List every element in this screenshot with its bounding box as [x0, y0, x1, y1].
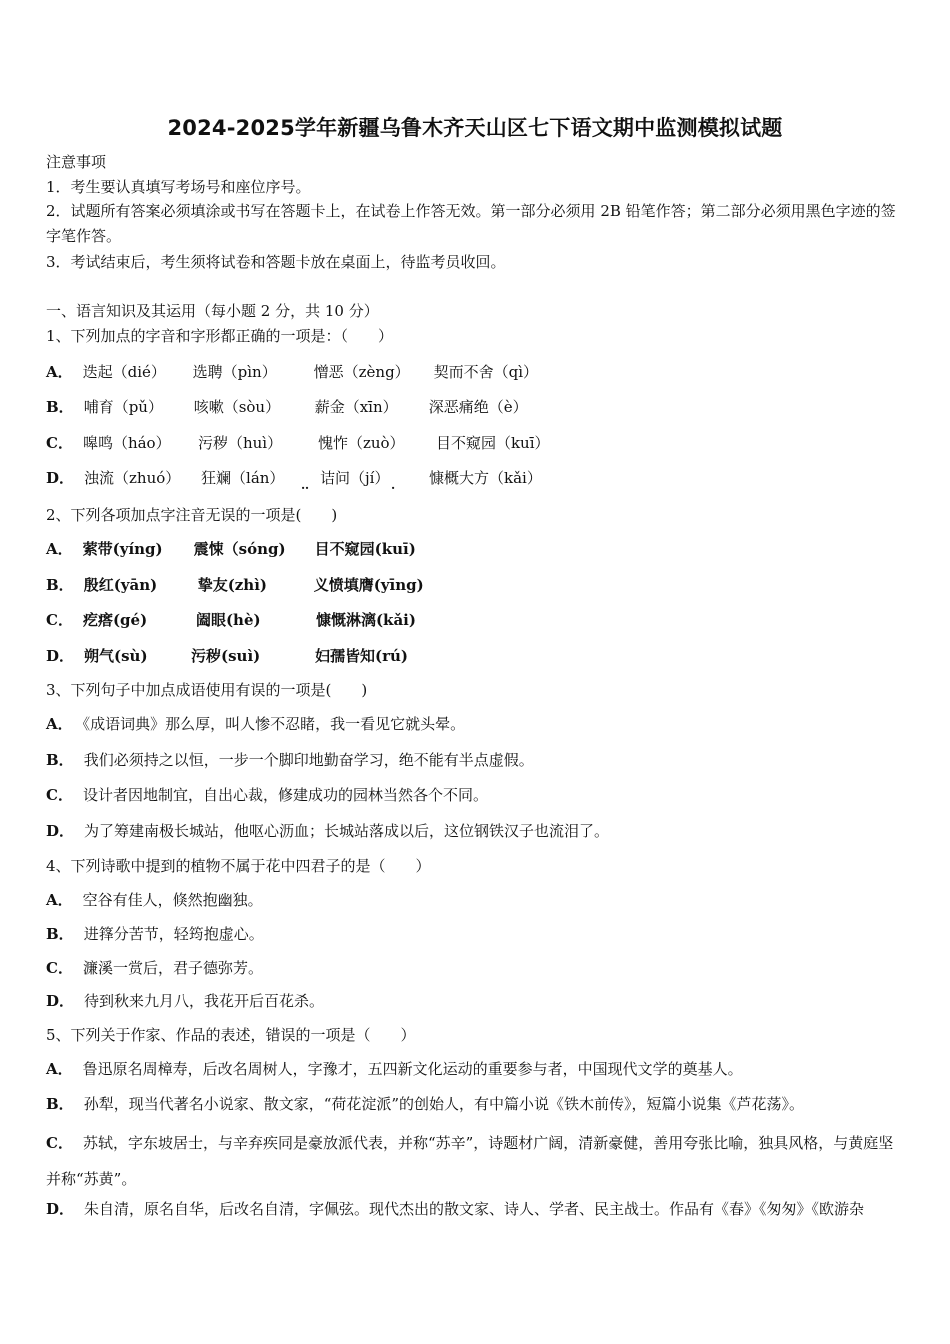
option-text: 鲁迅原名周樟寿，后改名周树人，字豫才，五四新文化运动的重要参与者，中国现代文学的奠基人。 — [82, 1060, 743, 1078]
option-item: 嗥鸣（háo） — [82, 434, 171, 452]
option-item: 选聘（pìn） — [192, 363, 277, 381]
option-item: 诘问（jí） — [320, 469, 390, 487]
option-b — [46, 575, 424, 595]
option-item: 朔气(sù) — [84, 647, 148, 665]
option-item: 愧怍（zuò） — [317, 434, 405, 452]
option-item: 义愤填膺(yīng) — [313, 576, 424, 594]
option-a — [46, 714, 465, 734]
option-c — [46, 1125, 906, 1197]
option-key: B． — [46, 751, 74, 769]
option-key: B． — [46, 398, 74, 416]
option-item: 殷红(yān) — [83, 576, 158, 594]
option-key: C． — [46, 786, 73, 804]
option-a — [46, 362, 538, 382]
option-item: 污秽(suì) — [191, 647, 261, 665]
question-stem: 5、下列关于作家、作品的表述，错误的一项是（ ） — [46, 1026, 416, 1044]
option-item: 目不窥园（kuī） — [435, 434, 550, 452]
option-item: 浊流（zhuó） — [84, 469, 181, 487]
option-text: 朱自清，原名自华，后改名自清，字佩弦。现代杰出的散文家、诗人、学者、民主战士。作品有《春》《匆匆》《欧游杂 — [84, 1200, 865, 1218]
option-item: 疙瘩(gé) — [82, 611, 148, 629]
notice-item: 2．试题所有答案必须填涂或书写在答题卡上，在试卷上作答无效。第一部分必须用 2B 铅笔作答；第二部分必须用黑色字迹的签字笔作答。 — [46, 202, 896, 245]
option-key: D． — [46, 1200, 75, 1218]
option-key: A． — [46, 891, 73, 909]
option-d — [46, 821, 609, 841]
question-stem: 4、下列诗歌中提到的植物不属于花中四君子的是（ ） — [46, 857, 431, 875]
question-stem: 3、下列句子中加点成语使用有误的一项是( ) — [46, 681, 368, 699]
option-b — [46, 750, 534, 770]
option-text: 孙犁，现当代著名小说家、散文家，“荷花淀派”的创始人，有中篇小说《铁木前传》，短篇小说集《芦花荡》。 — [83, 1095, 805, 1113]
option-item: 哺育（pǔ） — [83, 398, 163, 416]
option-item: 挚友(zhì) — [197, 576, 268, 594]
question-stem: 1、下列加点的字音和字形都正确的一项是：（ ） — [46, 327, 394, 345]
option-key: D． — [46, 647, 75, 665]
option-text: 苏轼，字东坡居士，与辛弃疾同是豪放派代表，并称“苏辛”，诗题材广阔，清新豪健，善用夸张比喻，独具风格，与黄庭坚并称“苏黄”。 — [46, 1134, 894, 1188]
option-b — [46, 924, 264, 944]
option-item: 阖眼(hè) — [195, 611, 261, 629]
option-item: 咳嗽（sòu） — [193, 398, 281, 416]
option-item: 深恶痛绝（è） — [428, 398, 528, 416]
emphasis-dot: . — [391, 478, 396, 492]
option-key: C． — [46, 611, 73, 629]
option-a — [46, 890, 263, 910]
emphasis-dot: ‥ — [301, 478, 310, 492]
option-key: B． — [46, 1095, 74, 1113]
option-d — [46, 991, 324, 1011]
option-text: 空谷有佳人，倏然抱幽独。 — [82, 891, 263, 909]
option-text: 为了筹建南极长城站，他呕心沥血；长城站落成以后，这位钢铁汉子也流泪了。 — [84, 822, 610, 840]
option-key: B． — [46, 576, 74, 594]
option-item: 契而不舍（qì） — [433, 363, 539, 381]
option-key: A． — [46, 540, 73, 558]
option-text: 待到秋来九月八，我花开后百花杀。 — [84, 992, 325, 1010]
option-c — [46, 785, 488, 805]
option-key: C． — [46, 1134, 73, 1152]
option-item: 慷慨淋漓(kǎi) — [315, 611, 416, 629]
page-title: 2024-2025学年新疆乌鲁木齐天山区七下语文期中监测模拟试题 — [167, 116, 783, 140]
option-key: A． — [46, 715, 73, 733]
option-d — [46, 646, 408, 666]
option-text: 设计者因地制宜，自出心裁，修建成功的园林当然各个不同。 — [82, 786, 488, 804]
option-b — [46, 397, 528, 417]
option-key: C． — [46, 434, 73, 452]
option-key: A． — [46, 1060, 73, 1078]
notice-item: 3．考试结束后，考生须将试卷和答题卡放在桌面上，待监考员收回。 — [46, 253, 506, 271]
option-c — [46, 433, 550, 453]
option-key: D． — [46, 992, 75, 1010]
option-item: 迭起（dié） — [82, 363, 166, 381]
option-item: 妇孺皆知(rú) — [315, 647, 409, 665]
option-item: 震悚（sóng) — [193, 540, 286, 558]
option-item: 狂斓（lán） — [201, 469, 285, 487]
option-key: D． — [46, 822, 75, 840]
option-item: 薪金（xīn） — [314, 398, 398, 416]
option-text: 我们必须持之以恒，一步一个脚印地勤奋学习，绝不能有半点虚假。 — [83, 751, 534, 769]
option-key: A． — [46, 363, 73, 381]
option-a — [46, 539, 416, 559]
option-item: 萦带(yíng) — [82, 540, 163, 558]
option-c — [46, 610, 416, 630]
option-item: 污秽（huì） — [197, 434, 283, 452]
option-a — [46, 1059, 743, 1079]
option-text: 《成语词典》那么厚，叫人惨不忍睹，我一看见它就头晕。 — [82, 715, 466, 733]
option-key: D． — [46, 469, 75, 487]
option-d — [46, 1199, 864, 1219]
notice-heading: 注意事项 — [46, 153, 107, 171]
option-item: 憎恶（zèng） — [313, 363, 410, 381]
option-item: 目不窥园(kuī) — [314, 540, 416, 558]
question-stem: 2、下列各项加点字注音无误的一项是( ) — [46, 506, 338, 524]
notice-item: 1．考生要认真填写考场号和座位序号。 — [46, 178, 311, 196]
option-b — [46, 1094, 804, 1114]
option-c — [46, 958, 263, 978]
option-item: 慷概大方（kǎi） — [429, 469, 542, 487]
option-text: 濂溪一赏后，君子德弥芳。 — [82, 959, 263, 977]
option-text: 进箨分苦节，轻筠抱虚心。 — [83, 925, 264, 943]
section-heading: 一、语言知识及其运用（每小题 2 分，共 10 分） — [46, 302, 379, 320]
option-key: B． — [46, 925, 74, 943]
option-key: C． — [46, 959, 73, 977]
option-d — [46, 468, 542, 488]
